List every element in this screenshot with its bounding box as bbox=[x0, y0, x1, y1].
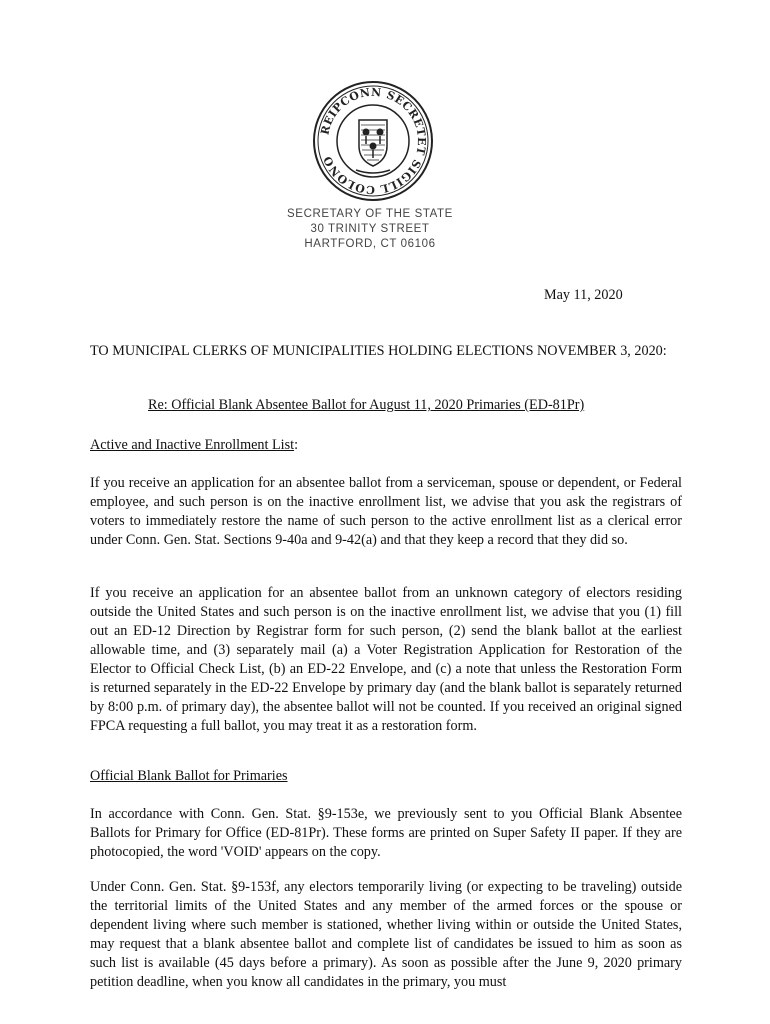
letterhead-city: HARTFORD, CT 06106 bbox=[304, 238, 436, 250]
letterhead bbox=[270, 207, 470, 252]
paragraph-blank-ballot-1: In accordance with Conn. Gen. Stat. §9-153e, we previously sent to you Official Blank Absentee Ballots for Primary for Office (ED-81Pr). These forms are printed on Super Safety II paper. If they are photocopied, the word 'VOID' appears on the copy. bbox=[90, 806, 682, 860]
subject-line: Re: Official Blank Absentee Ballot for August 11, 2020 Primaries (ED-81Pr) bbox=[148, 397, 585, 413]
section-heading-enrollment-text: Active and Inactive Enrollment List bbox=[90, 437, 295, 453]
seal-ring-text: REIPCONN SECRETET SIGILL COLONO bbox=[318, 85, 429, 197]
section-heading-enrollment-colon: : bbox=[294, 437, 299, 453]
section-heading-enrollment bbox=[90, 436, 298, 455]
letter-date: May 11, 2020 bbox=[544, 287, 623, 303]
paragraph-enrollment-2: If you receive an application for an absentee ballot from an unknown category of electors residing outside the United States and such person is on the inactive enrollment list, we advise that you (1) fill out an ED-12 Direction by Registrar form for such person, (2) send the blank ballot at the earliest allowable time, and (3) separately mail (a) a Voter Registration Application for Restoration of the Elector to Official Check List, (b) an ED-22 Envelope, and (c) a note that unless the Restoration Form is returned separately in the ED-22 Envelope by primary day (and the blank ballot is separately returned by 8:00 p.m. of primary day), the absentee ballot will not be counted. If you received an original signed FPCA requesting a full ballot, you may treat it as a restoration form. bbox=[90, 585, 682, 734]
addressee: TO MUNICIPAL CLERKS OF MUNICIPALITIES HOLDING ELECTIONS NOVEMBER 3, 2020: bbox=[90, 343, 667, 359]
letterhead-street: 30 TRINITY STREET bbox=[310, 223, 430, 235]
state-seal-icon bbox=[312, 80, 434, 202]
paragraph-enrollment-1: If you receive an application for an absentee ballot from a serviceman, spouse or dependent, or Federal employee, and such person is on the inactive enrollment list, we advise that you ask the registrars of voters to immediately restore the name of such person to the active enrollment list as a clerical error under Conn. Gen. Stat. Sections 9-40a and 9-42(a) and that they keep a record that they did so. bbox=[90, 475, 682, 548]
letterhead-office: SECRETARY OF THE STATE bbox=[287, 208, 453, 220]
section-heading-blank-ballot: Official Blank Ballot for Primaries bbox=[90, 768, 288, 784]
paragraph-blank-ballot-2: Under Conn. Gen. Stat. §9-153f, any electors temporarily living (or expecting to be traveling) outside the territorial limits of the United States and any member of the armed forces or the spouse or dependent living where such member is stationed, whether living within or outside the United States, may request that a blank absentee ballot and complete list of candidates be issued to him as soon as such list is available (45 days before a primary). As soon as possible after the June 9, 2020 primary petition deadline, when you know all candidates in the primary, you must bbox=[90, 879, 682, 990]
